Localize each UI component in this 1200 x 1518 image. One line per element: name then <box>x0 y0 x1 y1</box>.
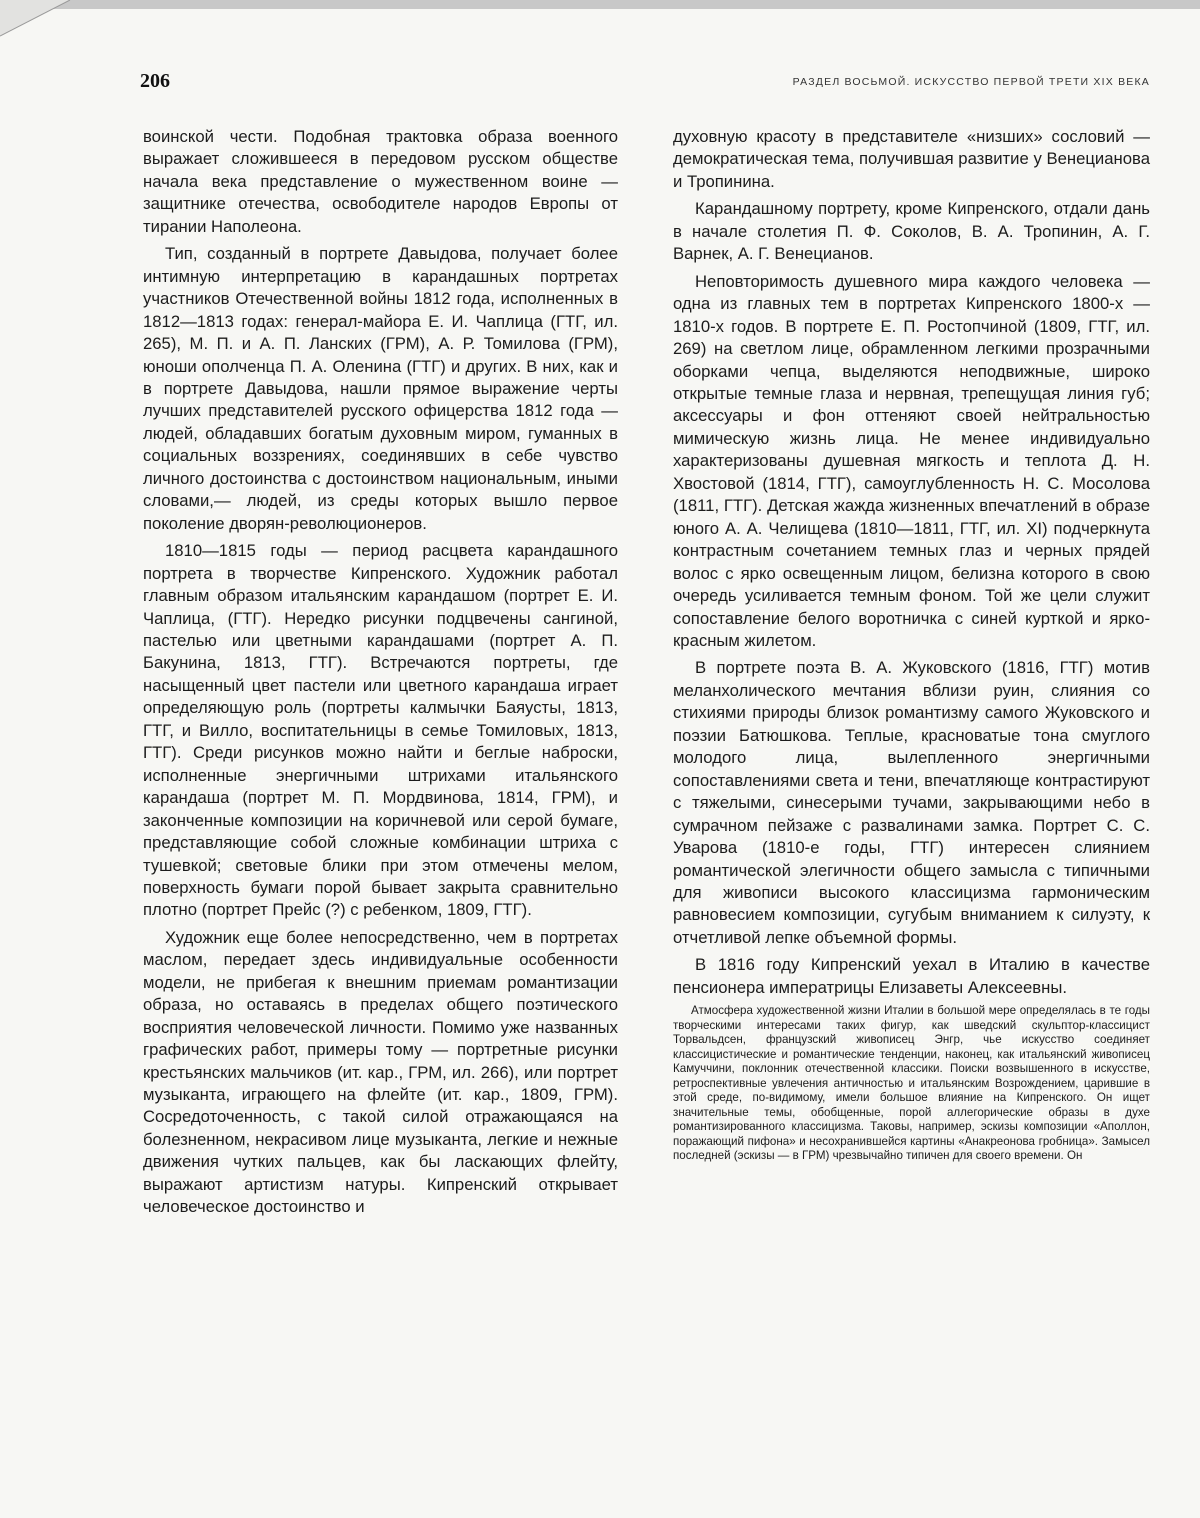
paragraph: Тип, созданный в портрете Давыдова, получает более интимную интерпретацию в карандашных портретах участников Отечественной войны 1812 года, исполненных в 1812—1813 годах: генерал-майора Е. И. Чаплица (ГТГ, ил. 265), М. П. и А. П. Ланских (ГРМ), А. Р. Томилова (ГРМ), юноши ополченца П. А. Оленина (ГТГ) и других. В них, как и в портрете Давыдова, нашли прямое выражение черты лучших представителей русского офицерства 1812 года — людей, обладавших богатым духовным миром, гуманных в социальных воззрениях, соединявших в себе чувство личного достоинства с достоинством национальным, иными словами,— людей, из среды которых вышло первое поколение дворян-революционеров. <box>143 244 618 533</box>
paragraph: Карандашному портрету, кроме Кипренского, отдали дань в начале столетия П. Ф. Соколов, В. А. Тропинин, А. Г. Варнек, А. Г. Венецианов. <box>673 199 1150 264</box>
scan-corner-artifact <box>0 0 1200 40</box>
paragraph: В портрете поэта В. А. Жуковского (1816, ГТГ) мотив меланхолического мечтания вблизи руин, слияния со стихиями природы близок романтизму самого Жуковского и поэзии Батюшкова. Теплые, красноватые тона смуглого молодого лица, вылепленного энергичными сопоставлениями света и тени, впечатляюще контрастируют с тяжелыми, синесерыми тучами, закрывающими небо в сумрачном пейзаже с развалинами замка. Портрет С. С. Уварова (1810-е годы, ГТГ) интересен слиянием романтической элегичности общего замысла с типичными для живописи высокого классицизма гармоническим равновесием композиции, сугубым вниманием к силуэту, к отчетливой лепке объемной формы. <box>673 658 1150 947</box>
paragraph: В 1816 году Кипренский уехал в Италию в качестве пенсионера императрицы Елизаветы Алексеевны. <box>673 955 1150 997</box>
paragraph: Неповторимость душевного мира каждого человека — одна из главных тем в портретах Кипренского 1800-х — 1810-х годов. В портрете Е. П. Ростопчиной (1809, ГТГ, ил. 269) на светлом лице, обрамленном легкими прозрачными оборками чепца, выделяются неподвижные, широко открытые темные глаза и нервная, трепещущая линия губ; аксессуары и фон оттеняют своей нейтральностью мимическую жизнь лица. Не менее индивидуально характеризованы душевная мягкость и теплота Д. Н. Хвостовой (1814, ГТГ), самоуглубленность Н. С. Мосолова (1811, ГТГ). Детская жажда жизненных впечатлений в образе юного А. А. Челищева (1810—1811, ГТГ, ил. XI) подчеркнута контрастным сочетанием темных глаз и черных прядей волос с ярко освещенным лицом, белизна которого в свою очередь усиливается темным фоном. Той же цели служит сопоставление белого воротничка с синей курткой и ярко-красным жилетом. <box>673 271 1150 650</box>
paragraph: воинской чести. Подобная трактовка образа военного выражает сложившееся в передовом русском обществе начала века представление о мужественном воине — защитнике отечества, освободителе народов Европы от тирании Наполеона. <box>143 127 618 236</box>
left-column <box>143 126 618 1224</box>
running-header: РАЗДЕЛ ВОСЬМОЙ. ИСКУССТВО ПЕРВОЙ ТРЕТИ XIX ВЕКА <box>792 76 1150 88</box>
small-print-paragraph: Атмосфера художественной жизни Италии в большой мере определялась в те годы творческими интересами таких фигур, как шведский скульптор-классицист Торвальдсен, французский живописец Энгр, чье искусство соединяет классицистические и романтические тенденции, наконец, как итальянский живописец Камуччини, поклонник отечественной классики. Поиски возвышенного в искусстве, ретроспективные увлечения античностью и итальянским Возрождением, царившие в этой среде, по-видимому, имели большое влияние на Кипренского. Он ищет значительные темы, обобщенные, порой аллегорические образы в духе романтизированного классицизма. Таковы, например, эскизы композиции «Аполлон, поражающий пифона» и несохранившейся картины «Анакреонова гробница». Замысел последней (эскизы — в ГРМ) чрезвычайно типичен для своего времени. Он <box>673 1004 1150 1163</box>
paragraph: духовную красоту в представителе «низших» сословий — демократическая тема, получившая развитие у Венецианова и Тропинина. <box>673 127 1150 191</box>
paragraph: Художник еще более непосредственно, чем в портретах маслом, передает здесь индивидуальные особенности модели, не прибегая к внешним приемам романтизации образа, но оставаясь в пределах общего поэтического восприятия человеческой личности. Помимо уже названных графических работ, примеры тому — портретные рисунки крестьянских мальчиков (ит. кар., ГРМ, ил. 266), или портрет музыканта, играющего на флейте (ит. кар., 1809, ГРМ). Сосредоточенность, с такой силой отражающаяся на болезненном, некрасивом лице музыканта, легкие и нежные движения чутких пальцев, как бы ласкающих флейту, выражают артистизм натуры. Кипренский открывает человеческое достоинство и <box>143 927 618 1217</box>
page-number: 206 <box>140 70 170 92</box>
paragraph: 1810—1815 годы — период расцвета карандашного портрета в творчестве Кипренского. Художник работал главным образом итальянским карандашом (портрет Е. И. Чаплица, (ГТГ). Нередко рисунки подцвечены сангиной, пастелью или цветными карандашами (портрет А. П. Бакунина, 1813, ГТГ). Встречаются портреты, где насыщенный цвет пастели или цветного карандаша играет определяющую роль (портреты калмычки Баяусты, 1813, ГТГ, и Вилло, воспитательницы в семье Томиловых, 1813, ГТГ). Среди рисунков можно найти и беглые наброски, исполненные энергичными штрихами итальянского карандаша (портрет М. П. Мордвинова, 1814, ГРМ), и законченные композиции на коричневой или серой бумаге, представляющие собой сложные комбинации штриха с тушевкой; световые блики при этом отмечены мелом, поверхность бумаги порой бывает закрыта сравнительно плотно (портрет Прейс (?) с ребенком, 1809, ГТГ). <box>143 541 618 920</box>
right-column <box>673 126 1150 1164</box>
